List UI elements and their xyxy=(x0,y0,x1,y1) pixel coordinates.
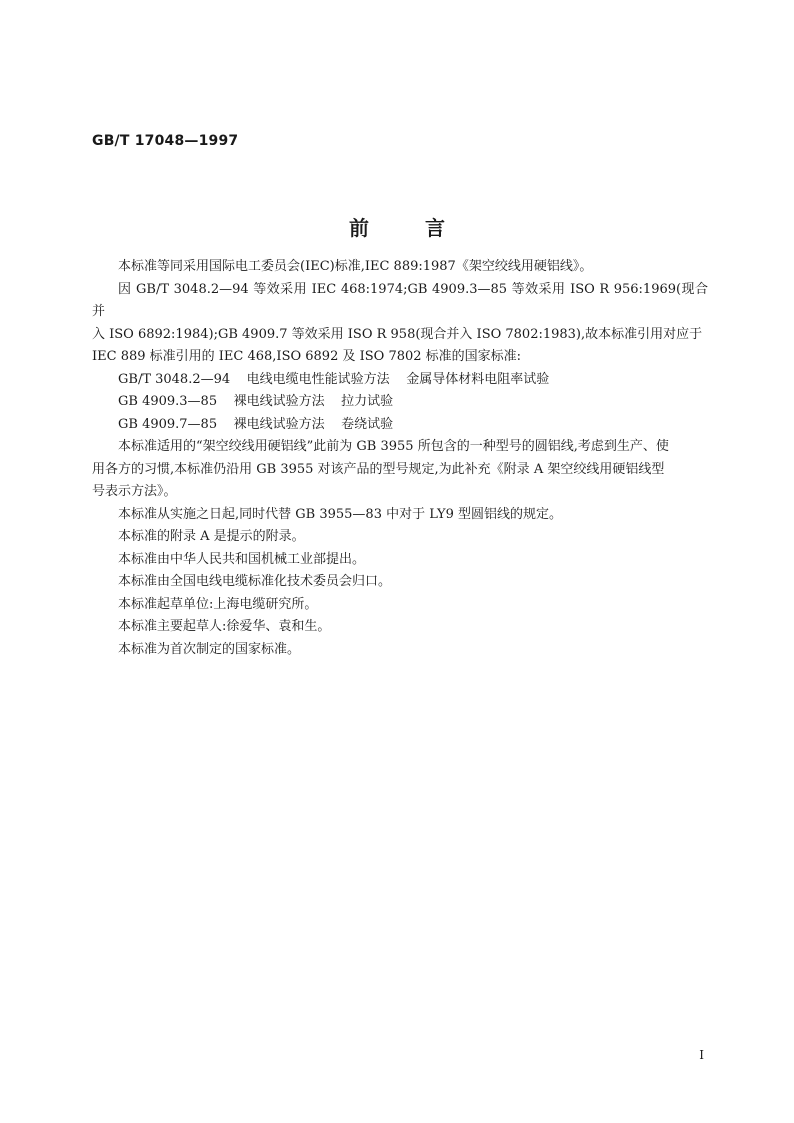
paragraph-2-line-1: 因 GB/T 3048.2—94 等效采用 IEC 468:1974;GB 4909.3—85 等效采用 ISO R 956:1969(现合并 xyxy=(92,281,708,319)
paragraph-1: 本标准等同采用国际电工委员会(IEC)标准,IEC 889:1987《架空绞线用硬铝线》。 xyxy=(118,259,593,274)
paragraph-3-line-2: 用各方的习惯,本标准仍沿用 GB 3955 对该产品的型号规定,为此补充《附录 A 架空绞线用硬铝线型 xyxy=(92,461,665,477)
reference-standard-2: GB 4909.3—85 裸电线试验方法 拉力试验 xyxy=(118,394,394,409)
paragraph-3-line-1: 本标准适用的“架空绞线用硬铝线”此前为 GB 3955 所包含的一种型号的圆铝线,考虑到生产、使 xyxy=(118,439,669,454)
paragraph-2-line-3: IEC 889 标准引用的 IEC 468,ISO 6892 及 ISO 7802 标准的国家标准: xyxy=(92,349,522,364)
reference-standard-3: GB 4909.7—85 裸电线试验方法 卷绕试验 xyxy=(118,416,394,432)
foreword-body xyxy=(92,256,708,661)
paragraph-4: 本标准从实施之日起,同时代替 GB 3955—83 中对于 LY9 型圆铝线的规定。 xyxy=(118,506,563,522)
paragraph-8: 本标准起草单位:上海电缆研究所。 xyxy=(118,596,318,612)
title-char-1: 前 xyxy=(349,216,369,240)
standard-number: GB/T 17048—1997 xyxy=(92,133,239,149)
page-number: I xyxy=(699,1048,704,1062)
paragraph-5: 本标准的附录 A 是提示的附录。 xyxy=(118,529,305,544)
title-char-2: 言 xyxy=(425,216,445,240)
reference-standard-1: GB/T 3048.2—94 电线电缆电性能试验方法 金属导体材料电阻率试验 xyxy=(118,371,550,387)
page-title xyxy=(0,212,794,241)
paragraph-10: 本标准为首次制定的国家标准。 xyxy=(118,641,301,657)
paragraph-3-line-3: 号表示方法》。 xyxy=(92,484,177,499)
paragraph-6: 本标准由中华人民共和国机械工业部提出。 xyxy=(118,551,366,567)
paragraph-7: 本标准由全国电线电缆标准化技术委员会归口。 xyxy=(118,574,392,589)
paragraph-9: 本标准主要起草人:徐爱华、袁和生。 xyxy=(118,619,331,634)
paragraph-2-line-2: 入 ISO 6892:1984);GB 4909.7 等效采用 ISO R 958(现合并入 ISO 7802:1983),故本标准引用对应于 xyxy=(92,326,703,342)
